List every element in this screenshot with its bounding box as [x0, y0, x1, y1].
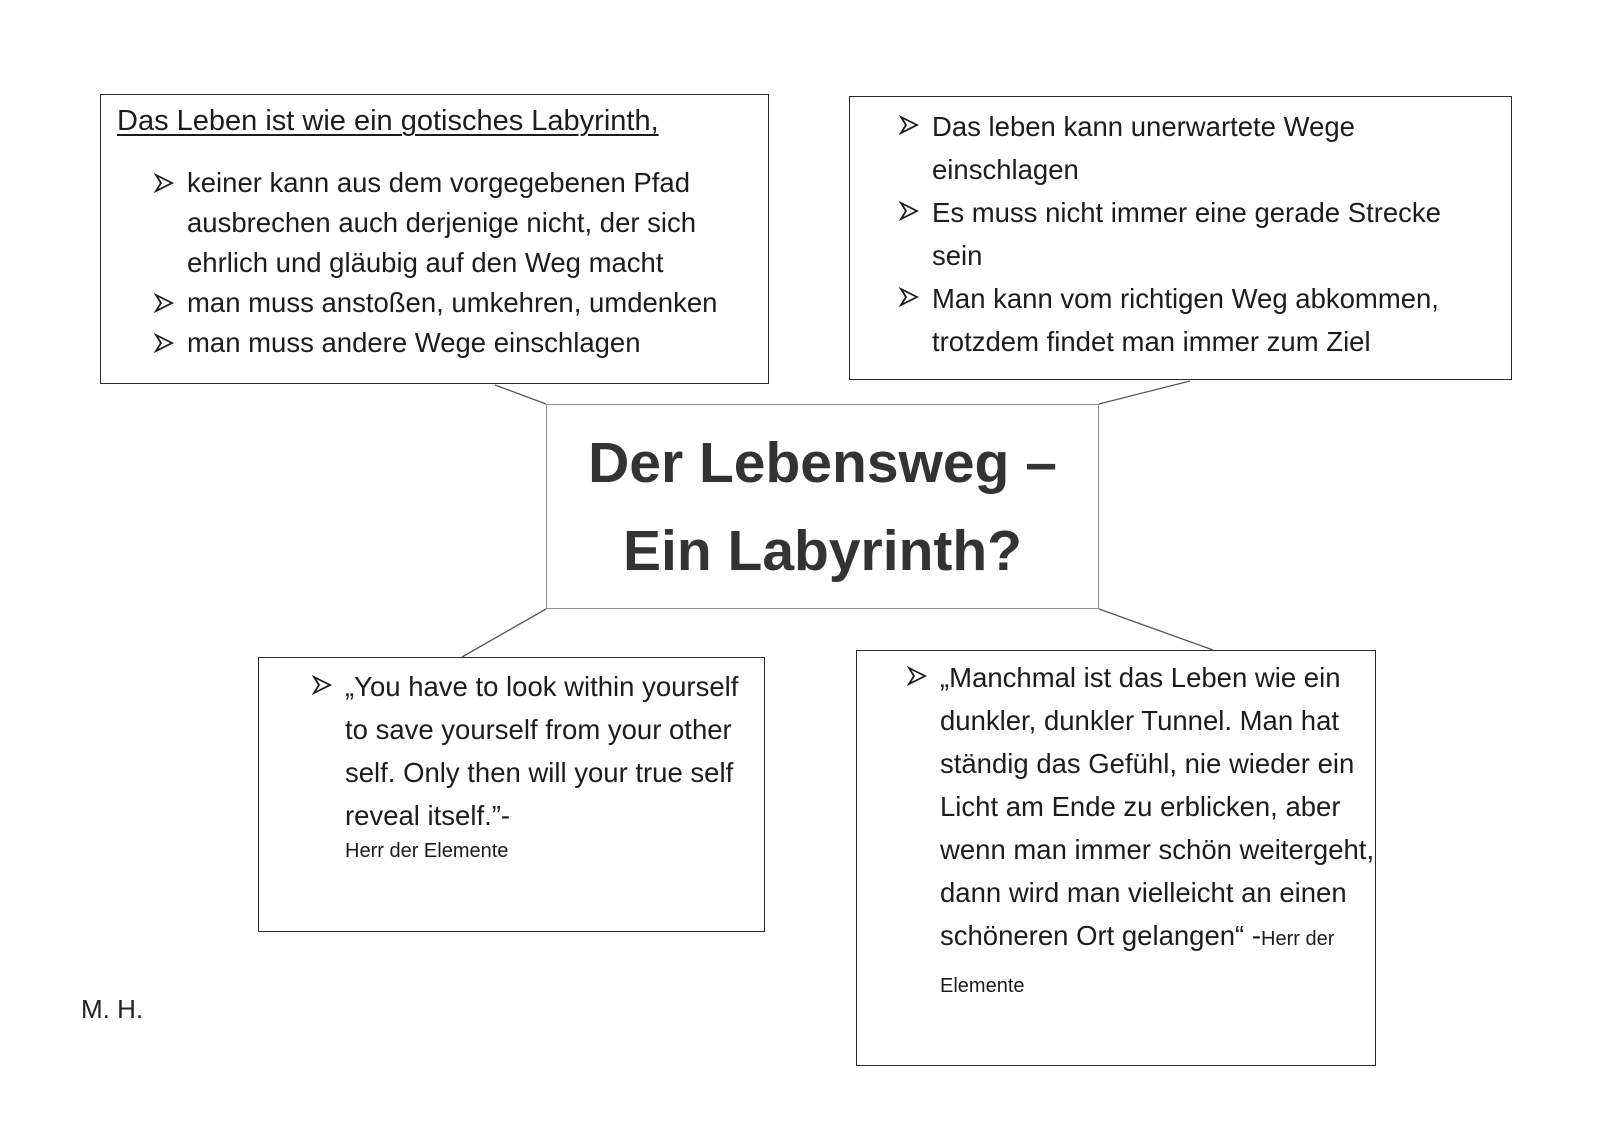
quote-attribution: Herr der Elemente	[940, 928, 1335, 997]
box-gothic-labyrinth	[100, 94, 769, 384]
list-item	[899, 191, 1499, 277]
arrow-bullet-icon	[907, 666, 927, 686]
central-topic-box	[546, 404, 1099, 609]
author-initials: M. H.	[81, 994, 144, 1024]
bullet-list	[907, 656, 1375, 1008]
connector-top-left	[495, 385, 546, 404]
list-item	[899, 105, 1499, 191]
list-item-text: man muss andere Wege einschlagen	[187, 327, 641, 358]
bullet-list	[154, 163, 734, 363]
connector-bottom-right	[1099, 609, 1213, 650]
list-item	[154, 323, 734, 363]
connector-top-right	[1099, 381, 1190, 404]
arrow-bullet-icon	[154, 333, 174, 353]
list-item	[154, 163, 734, 283]
box-quote-german	[856, 650, 1376, 1066]
connector-bottom-left	[462, 609, 546, 657]
list-item-text: man muss anstoßen, umkehren, umdenken	[187, 287, 718, 318]
quote-attribution: Herr der Elemente	[345, 840, 509, 862]
list-item-text: Das leben kann unerwartete Wege einschlagen	[932, 111, 1355, 185]
box-unexpected-paths	[849, 96, 1512, 380]
list-item	[907, 656, 1375, 1008]
quote-text: „You have to look within yourself to save yourself from your other self. Only then will your true self reveal itself.”-	[345, 671, 739, 831]
list-item-text: Es muss nicht immer eine gerade Strecke sein	[932, 197, 1441, 271]
list-item-text: Man kann vom richtigen Weg abkommen, trotzdem findet man immer zum Ziel	[932, 283, 1439, 357]
list-item	[899, 277, 1499, 363]
box-heading: Das Leben ist wie ein gotisches Labyrinth,	[117, 105, 659, 137]
arrow-bullet-icon	[154, 173, 174, 193]
arrow-bullet-icon	[312, 675, 332, 695]
list-item	[312, 665, 762, 865]
central-title-line-1: Der Lebensweg –	[588, 431, 1057, 495]
box-quote-english	[258, 657, 765, 932]
central-title-line-2: Ein Labyrinth?	[623, 519, 1022, 583]
list-item-text: keiner kann aus dem vorgegebenen Pfad ausbrechen auch derjenige nicht, der sich ehrlich und gläubig auf den Weg macht	[187, 167, 697, 278]
arrow-bullet-icon	[899, 115, 919, 135]
list-item	[154, 283, 734, 323]
quote-text: „Manchmal ist das Leben wie ein dunkler, dunkler Tunnel. Man hat ständig das Gefühl, nie wieder ein Licht am Ende zu erblicken, aber wenn man immer schön weitergeht, dann wird man vielleicht an einen schöneren Ort gelangen“ -	[940, 662, 1375, 951]
bullet-list	[899, 105, 1499, 363]
arrow-bullet-icon	[899, 287, 919, 307]
arrow-bullet-icon	[899, 201, 919, 221]
central-title	[547, 405, 1098, 595]
bullet-list	[312, 665, 762, 865]
arrow-bullet-icon	[154, 293, 174, 313]
